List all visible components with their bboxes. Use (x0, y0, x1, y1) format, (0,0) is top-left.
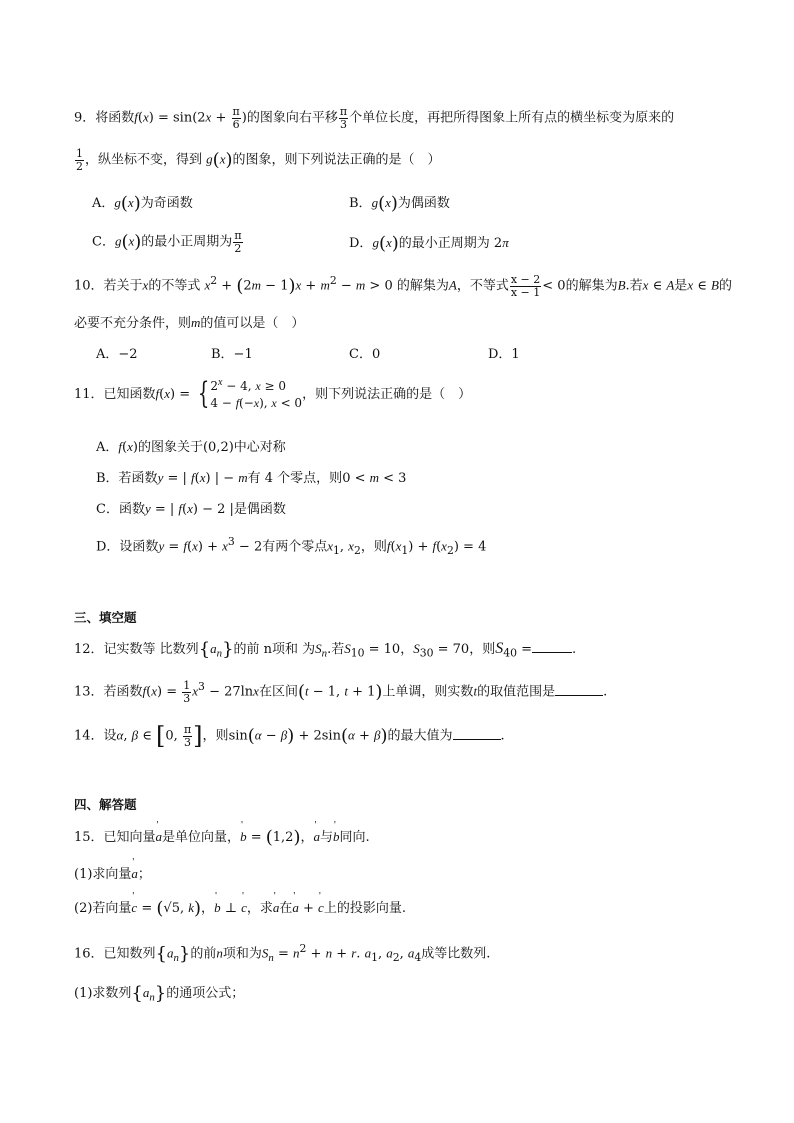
q16-part1: (1)求数列$\{a_n\}$的通项公式； (74, 983, 245, 1004)
q9-line2-text: ，纵坐标不变，得到 (85, 152, 203, 168)
q10-option-b[interactable]: B．−1 (211, 347, 253, 362)
q12-answer-blank[interactable] (532, 642, 572, 653)
q11-line1: 11．已知函数f(x) = { $2^x - 4$, x ≥ 0 4 − f(−x), x < 0 ，则下列说法正确的是（ ） (74, 376, 472, 412)
q9-line2b-text: 的图象，则下列说法正确的是（ ） (232, 152, 441, 168)
q14-line: 14．设α, β ∈ [0, $\frac{\pi}{3}$ ]，则sin(α − β) + 2sin(α + β)的最大值为 . (74, 722, 505, 750)
q9-number: 9．将函数 (74, 110, 135, 126)
q15-line1: 15．已知向量' a是单位向量，' b = (1,2)，' a与' b同向. (74, 826, 370, 848)
q9-option-c[interactable]: C．g(x)的最小正周期为 $\frac{\pi}{2}$ (92, 229, 242, 255)
q9-line2: $\frac{1}{2}$ ，纵坐标不变，得到 g(x)的图象，则下列说法正确的是（ ） (76, 147, 441, 173)
q11-option-c[interactable]: C．函数y = | f(x) − 2 |是偶函数 (96, 501, 286, 517)
q12-line: 12．记实数等 比数列$\{a_n\}$的前 n项和 为$S_n$.若$S_{10} = 10$，$S_{30} = 70$，则$S_{40}$ = . (74, 639, 577, 660)
q10-option-d[interactable]: D．1 (488, 347, 520, 362)
q9-option-b[interactable]: B．g(x)为偶函数 (349, 193, 450, 214)
q14-answer-blank[interactable] (453, 729, 501, 740)
q9-line1: 9．将函数f(x) = sin(2x + $\frac{\pi}{6}$ )的图象向右平移 $\frac{\pi}{3}$ 个单位长度，再把所得图象上所有点的横坐标变为原来的 (74, 105, 675, 131)
q10-line1: 10．若关于x的不等式 $x^2 + (2m - 1)x + m^2 - m > 0$ 的解集为A，不等式 $\frac{x - 2}{x - 1}$ < 0的解集为B.若x ∈ A是x ∈ B的 (74, 273, 732, 299)
q9-shift-fraction: $\frac{\pi}{3}$ (339, 105, 348, 131)
q9-half-fraction: $\frac{1}{2}$ (76, 147, 83, 173)
q10-option-c[interactable]: C．0 (349, 347, 381, 362)
q9-option-d[interactable]: D．g(x)的最小正周期为 2π (349, 233, 509, 254)
q9-option-a[interactable]: A．g(x)为奇函数 (92, 193, 193, 214)
q9-text-a: 的图象向右平移 (246, 110, 338, 126)
q16-line1: 16．已知数列$\{a_n\}$的前n项和为$S_n = n^2 + n + r$. $a_1$, $a_2$, $a_4$成等比数列. (74, 942, 491, 965)
section-solution-title: 四、解答题 (74, 797, 137, 812)
section-fill-in-title: 三、填空题 (74, 610, 137, 625)
q13-line: 13．若函数f(x) = $\frac{1}{3}$ $x^3 - 27\ln x$在区间(t − 1, t + 1)上单调，则实数t的取值范围是 . (74, 679, 608, 705)
q9-formula-f: f (134, 109, 138, 125)
q15-part1: (1)求向量' a； (74, 863, 151, 882)
q13-answer-blank[interactable] (555, 685, 603, 696)
q11-option-d[interactable]: D．设函数$y = f(x) + x^3 - 2$有两个零点$x_1$, $x_2$，则$f(x_1) + f(x_2) = 4$ (96, 535, 487, 557)
q15-part2: (2)若向量' c = (√5, k)，' b ⊥ ' c，求' a在' a + ' c上的投影向量. (74, 897, 406, 919)
q11-option-a[interactable]: A．f(x)的图象关于(0,2)中心对称 (96, 439, 286, 455)
q11-option-b[interactable]: B．若函数y = | f(x) | − m有 4 个零点，则0 < m < 3 (96, 470, 407, 486)
q10-option-a[interactable]: A．−2 (96, 347, 138, 362)
q9-text-b: 个单位长度，再把所得图象上所有点的横坐标变为原来的 (349, 110, 675, 126)
q10-line2: 必要不充分条件，则m的值可以是（ ） (74, 315, 305, 331)
